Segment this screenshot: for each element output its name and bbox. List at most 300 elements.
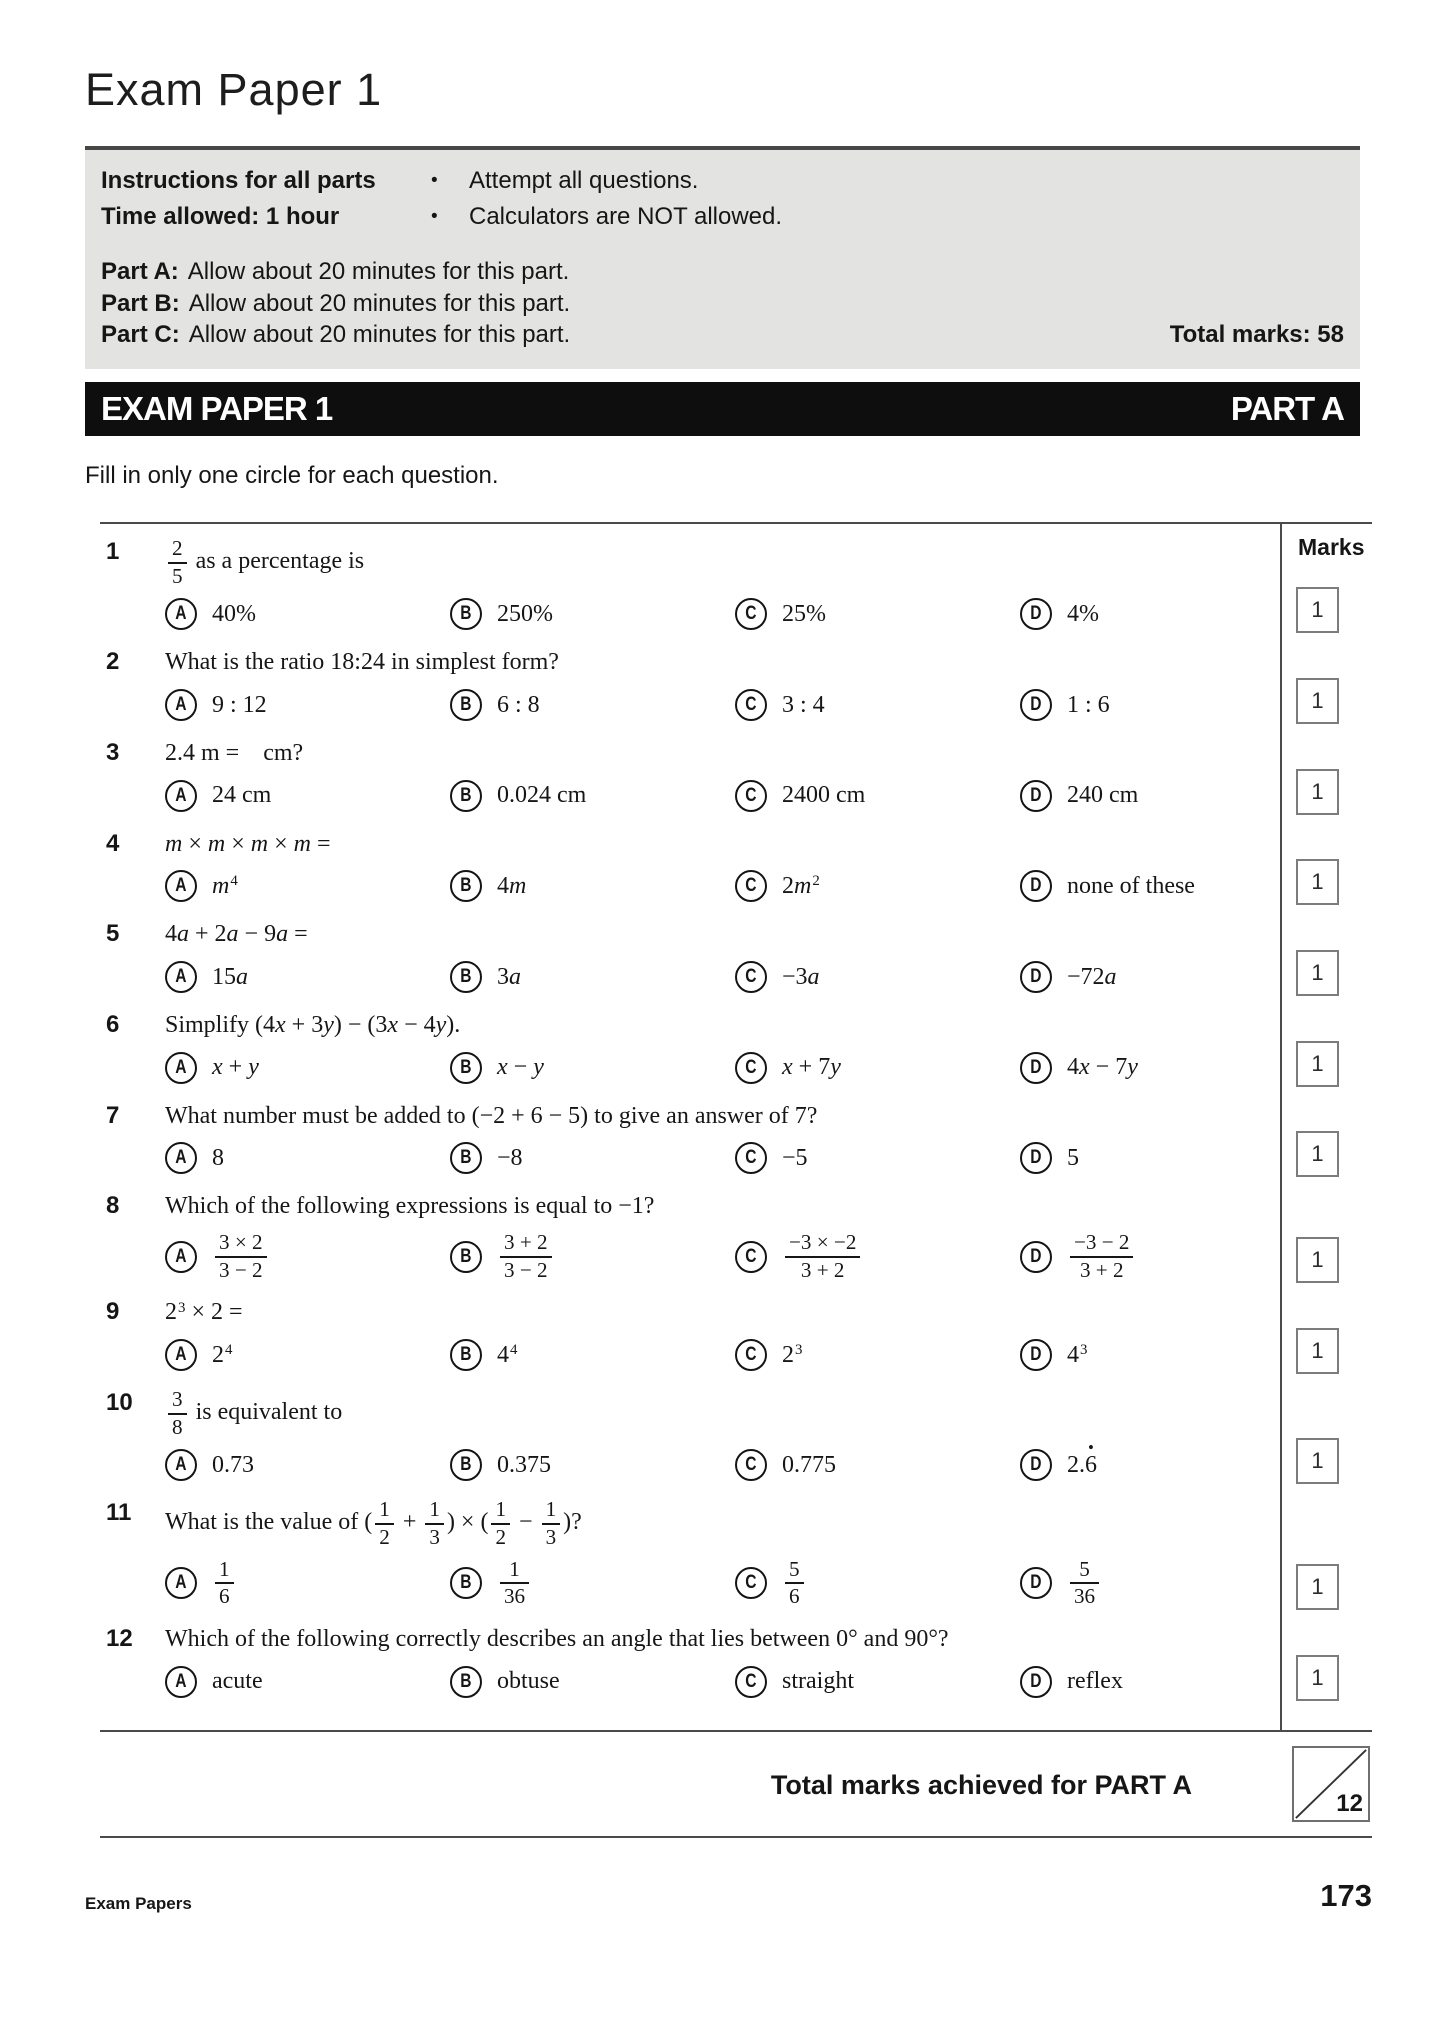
option-circle-B[interactable] <box>450 689 482 721</box>
option-text: 3a <box>497 963 521 990</box>
question-stem: What number must be added to (−2 + 6 − 5) to give an answer of 7? <box>165 1102 818 1129</box>
option-letter: A <box>175 1147 187 1169</box>
question-stem: $\frac{3}{8}$ is equivalent to <box>165 1388 1280 1439</box>
question-options <box>165 1337 1280 1373</box>
option-circle-A[interactable] <box>165 598 197 630</box>
marks-value: 1 <box>1311 1573 1324 1599</box>
marks-value-box <box>1296 1328 1339 1374</box>
option-B <box>450 778 735 814</box>
question-body <box>165 528 1280 638</box>
marks-value: 1 <box>1311 597 1324 623</box>
part-c-label: Part C: <box>101 321 180 349</box>
option-circle-C[interactable] <box>735 1241 767 1273</box>
fraction <box>425 1498 444 1549</box>
option-letter: A <box>175 1454 187 1476</box>
option-circle-A[interactable] <box>165 1339 197 1371</box>
option-letter: C <box>745 1245 757 1267</box>
page-number: 173 <box>1320 1877 1372 1913</box>
fraction-denominator: 3 <box>429 1524 440 1549</box>
fraction-denominator: 8 <box>172 1414 183 1439</box>
option-text: acute <box>212 1668 263 1695</box>
total-marks-row <box>100 1732 1372 1838</box>
option-circle-A[interactable] <box>165 780 197 812</box>
option-text <box>497 1231 555 1282</box>
question-stem: Which of the following correctly describes an angle that lies between 0° and 90°? <box>165 1625 949 1652</box>
question-stem: 4a + 2a − 9a = <box>165 921 308 948</box>
option-D <box>1020 1337 1280 1373</box>
total-marks-label: Total marks achieved for PART A <box>770 1769 1192 1800</box>
option-letter: B <box>460 1147 472 1169</box>
fraction-numerator: 5 <box>1070 1558 1099 1585</box>
time-allowed-label: Time allowed: 1 hour <box>101 203 340 230</box>
option-circle-C[interactable] <box>735 1052 767 1084</box>
option-D <box>1020 1558 1280 1609</box>
option-text <box>1067 1558 1102 1609</box>
fraction-denominator: 2 <box>379 1524 390 1549</box>
fraction-denominator: 5 <box>172 563 183 588</box>
option-B <box>450 1558 735 1609</box>
option-letter: D <box>1030 694 1042 715</box>
option-circle-D[interactable] <box>1020 1142 1052 1174</box>
option-letter: A <box>175 966 187 988</box>
option-B <box>450 868 735 904</box>
question-marks-cell <box>1280 1615 1372 1706</box>
fraction-denominator: 3 + 2 <box>1079 1257 1124 1282</box>
total-marks-available: Total marks: 58 <box>1169 321 1344 349</box>
option-text: −72a <box>1067 963 1117 990</box>
question-marks-cell <box>1280 729 1372 820</box>
fraction-numerator: −3 − 2 <box>1070 1231 1133 1258</box>
option-circle-A[interactable] <box>165 689 197 721</box>
option-letter: D <box>1030 966 1042 988</box>
instruction-bullet-1 <box>431 166 1344 196</box>
option-B <box>450 1231 735 1282</box>
total-marks-value: 12 <box>1336 1789 1363 1817</box>
option-text: 3 : 4 <box>782 691 825 718</box>
option-C <box>735 596 1020 632</box>
option-letter: A <box>175 694 187 715</box>
option-circle-C[interactable] <box>735 780 767 812</box>
footer-section-title: Exam Papers <box>85 1893 192 1913</box>
option-circle-C[interactable] <box>735 961 767 993</box>
option-text: 0.775 <box>782 1451 836 1478</box>
option-text: −5 <box>782 1144 808 1171</box>
question-body <box>165 1001 1280 1092</box>
option-C <box>735 959 1020 995</box>
fraction-denominator: 3 + 2 <box>800 1257 845 1282</box>
fraction-numerator: 1 <box>491 1498 510 1525</box>
question-number: 11 <box>106 1499 132 1527</box>
option-circle-D[interactable] <box>1020 870 1052 902</box>
question-number: 7 <box>106 1101 120 1129</box>
fraction-denominator: 36 <box>504 1584 526 1609</box>
option-A <box>165 1050 450 1086</box>
option-C <box>735 687 1020 723</box>
option-circle-D[interactable] <box>1020 598 1052 630</box>
option-letter: D <box>1030 1670 1042 1692</box>
option-letter: C <box>745 1056 757 1078</box>
option-C <box>735 1140 1020 1176</box>
option-A <box>165 1664 450 1700</box>
question-body <box>165 638 1280 729</box>
option-text: 240 cm <box>1067 782 1139 809</box>
option-text: 9 : 12 <box>212 691 267 718</box>
marks-value: 1 <box>1311 960 1324 986</box>
option-letter: A <box>175 1670 187 1692</box>
option-letter: D <box>1030 1454 1042 1476</box>
fraction-numerator: −3 × −2 <box>785 1231 860 1258</box>
option-text: 2400 cm <box>782 782 866 809</box>
superscript: 3 <box>178 1299 186 1316</box>
instructions-label: Instructions for all parts <box>101 167 376 194</box>
question-body <box>165 729 1280 820</box>
option-C <box>735 1447 1020 1483</box>
option-text: $2^4$ <box>212 1341 233 1368</box>
option-circle-A[interactable] <box>165 961 197 993</box>
option-letter: C <box>745 694 757 715</box>
fraction <box>168 537 187 588</box>
marks-value-box <box>1296 1041 1339 1087</box>
option-A <box>165 1140 450 1176</box>
option-circle-B[interactable] <box>450 961 482 993</box>
option-D <box>1020 1140 1280 1176</box>
part-a-line <box>101 256 1344 288</box>
fraction-numerator: 1 <box>375 1498 394 1525</box>
option-text: 0.73 <box>212 1451 254 1478</box>
question-stem: What is the ratio 18:24 in simplest form? <box>165 649 559 676</box>
option-C <box>735 1558 1020 1609</box>
question-marks-cell <box>1280 910 1372 1001</box>
option-letter: B <box>460 1344 472 1366</box>
fraction-numerator: 3 × 2 <box>215 1231 267 1258</box>
option-text: obtuse <box>497 1668 560 1695</box>
question-row-3 <box>100 729 1372 820</box>
fraction-numerator: 2 <box>168 537 187 564</box>
option-letter: A <box>175 784 187 806</box>
option-letter: C <box>745 1454 757 1476</box>
instructions-box <box>85 146 1360 369</box>
question-options <box>165 1447 1280 1483</box>
bullet-text: Calculators are NOT allowed. <box>469 203 783 230</box>
option-letter: A <box>175 1572 187 1594</box>
question-options <box>165 1558 1280 1609</box>
option-letter: D <box>1030 1572 1042 1594</box>
option-circle-C[interactable] <box>735 1142 767 1174</box>
option-text: $m^4$ <box>212 872 238 899</box>
option-circle-B[interactable] <box>450 1052 482 1084</box>
option-D <box>1020 959 1280 995</box>
option-A <box>165 1558 450 1609</box>
marks-value: 1 <box>1311 1664 1324 1690</box>
question-body <box>165 1489 1280 1615</box>
marks-value-box <box>1296 950 1339 996</box>
marks-header: Marks <box>1298 534 1365 561</box>
option-text: $2^3$ <box>782 1341 803 1368</box>
fill-in-instruction: Fill in only one circle for each question. <box>85 462 499 490</box>
question-row-5 <box>100 910 1372 1001</box>
question-body <box>165 1092 1280 1183</box>
option-B <box>450 596 735 632</box>
option-text <box>1067 1231 1136 1282</box>
option-circle-A[interactable] <box>165 1666 197 1698</box>
question-options <box>165 959 1280 995</box>
option-A <box>165 687 450 723</box>
option-circle-D[interactable] <box>1020 1339 1052 1371</box>
marks-value: 1 <box>1311 1448 1324 1474</box>
bullet-icon: • <box>431 170 438 191</box>
part-a-text: Allow about 20 minutes for this part. <box>187 258 570 285</box>
marks-value: 1 <box>1311 869 1324 895</box>
question-options <box>165 868 1280 904</box>
fraction-numerator: 3 <box>168 1388 187 1415</box>
page-title: Exam Paper 1 <box>85 64 383 115</box>
option-circle-D[interactable] <box>1020 961 1052 993</box>
recurring-digit: 6 • <box>1085 1452 1097 1479</box>
option-text: 4% <box>1067 600 1099 627</box>
option-letter: D <box>1030 1147 1042 1169</box>
part-b-line <box>101 288 1344 320</box>
question-marks-cell <box>1280 1182 1372 1288</box>
option-circle-B[interactable] <box>450 598 482 630</box>
option-letter: A <box>175 875 187 897</box>
option-circle-D[interactable] <box>1020 1567 1052 1599</box>
option-circle-B[interactable] <box>450 1567 482 1599</box>
option-D <box>1020 596 1280 632</box>
question-marks-cell <box>1280 1001 1372 1092</box>
option-text: $2m^2$ <box>782 872 820 899</box>
option-letter: D <box>1030 1056 1042 1078</box>
option-letter: D <box>1030 1245 1042 1267</box>
question-options <box>165 1231 1280 1282</box>
fraction-numerator: 5 <box>785 1558 804 1585</box>
part-c-text: Allow about 20 minutes for this part. <box>188 321 571 349</box>
question-row-4 <box>100 820 1372 911</box>
question-options <box>165 778 1280 814</box>
question-stem: $\frac{2}{5}$ as a percentage is <box>165 537 1280 588</box>
option-text: 0.375 <box>497 1451 551 1478</box>
option-letter: A <box>175 1056 187 1078</box>
option-circle-B[interactable] <box>450 1449 482 1481</box>
option-circle-D[interactable] <box>1020 1241 1052 1273</box>
option-C <box>735 1050 1020 1086</box>
option-text: 4m <box>497 872 527 899</box>
question-number: 5 <box>106 920 120 948</box>
superscript: 4 <box>230 873 238 890</box>
option-circle-B[interactable] <box>450 780 482 812</box>
banner-part-label: PART A <box>1230 390 1344 428</box>
option-D <box>1020 1447 1280 1483</box>
option-A <box>165 959 450 995</box>
marks-value: 1 <box>1311 1050 1324 1076</box>
question-options <box>165 687 1280 723</box>
option-text: x + 7y <box>782 1054 841 1081</box>
option-circle-B[interactable] <box>450 1241 482 1273</box>
option-text <box>212 1558 237 1609</box>
marks-value-box <box>1296 1131 1339 1177</box>
option-C <box>735 1664 1020 1700</box>
question-row-1 <box>100 528 1372 638</box>
question-number: 12 <box>106 1624 133 1652</box>
option-circle-A[interactable] <box>165 870 197 902</box>
question-marks-cell <box>1280 638 1372 729</box>
question-marks-cell <box>1280 820 1372 911</box>
option-D <box>1020 1050 1280 1086</box>
option-letter: C <box>745 966 757 988</box>
option-circle-B[interactable] <box>450 870 482 902</box>
option-circle-B[interactable] <box>450 1339 482 1371</box>
option-text: straight <box>782 1668 854 1695</box>
option-circle-B[interactable] <box>450 1666 482 1698</box>
option-D <box>1020 687 1280 723</box>
option-letter: A <box>175 1344 187 1366</box>
option-circle-A[interactable] <box>165 1241 197 1273</box>
option-letter: D <box>1030 1344 1042 1366</box>
fraction-denominator: 36 <box>1074 1584 1096 1609</box>
question-number: 4 <box>106 829 120 857</box>
option-circle-C[interactable] <box>735 1339 767 1371</box>
option-letter: B <box>460 966 472 988</box>
section-banner <box>85 382 1360 436</box>
option-circle-D[interactable] <box>1020 689 1052 721</box>
fraction <box>500 1558 529 1609</box>
bullet-icon: • <box>431 206 438 227</box>
option-letter: C <box>745 875 757 897</box>
question-number: 1 <box>106 538 120 566</box>
superscript: 2 <box>812 873 820 890</box>
option-circle-A[interactable] <box>165 1142 197 1174</box>
part-b-text: Allow about 20 minutes for this part. <box>188 289 571 317</box>
option-text: −8 <box>497 1144 523 1171</box>
option-text: 1 : 6 <box>1067 691 1110 718</box>
question-number: 6 <box>106 1011 120 1039</box>
question-number: 9 <box>106 1298 120 1326</box>
option-letter: B <box>460 603 472 625</box>
fraction-numerator: 1 <box>215 1558 234 1585</box>
option-text <box>212 1231 270 1282</box>
option-circle-C[interactable] <box>735 598 767 630</box>
marks-value: 1 <box>1311 778 1324 804</box>
option-circle-A[interactable] <box>165 1567 197 1599</box>
option-letter: B <box>460 1454 472 1476</box>
option-circle-A[interactable] <box>165 1449 197 1481</box>
option-text: 6 : 8 <box>497 691 540 718</box>
option-C <box>735 1337 1020 1373</box>
option-D <box>1020 868 1280 904</box>
option-letter: B <box>460 1670 472 1692</box>
option-circle-D[interactable] <box>1020 780 1052 812</box>
option-letter: C <box>745 1147 757 1169</box>
superscript: 3 <box>795 1341 803 1358</box>
option-circle-C[interactable] <box>735 1449 767 1481</box>
option-circle-C[interactable] <box>735 689 767 721</box>
option-D <box>1020 1664 1280 1700</box>
option-letter: C <box>745 1344 757 1366</box>
fraction <box>215 1231 267 1282</box>
fraction <box>542 1498 561 1549</box>
option-circle-D[interactable] <box>1020 1052 1052 1084</box>
fraction-denominator: 3 − 2 <box>219 1257 263 1282</box>
question-row-6 <box>100 1001 1372 1092</box>
option-text <box>497 1558 532 1609</box>
total-marks-box[interactable] <box>1292 1746 1370 1822</box>
question-marks-cell <box>1280 1092 1372 1183</box>
fraction <box>1070 1558 1099 1609</box>
option-letter: D <box>1030 784 1042 806</box>
marks-value-box <box>1296 769 1339 815</box>
option-circle-D[interactable] <box>1020 1666 1052 1698</box>
option-B <box>450 1140 735 1176</box>
fraction <box>785 1558 804 1609</box>
fraction-denominator: 3 − 2 <box>504 1257 548 1282</box>
page-footer <box>85 1878 1372 1914</box>
option-letter: A <box>175 603 187 625</box>
option-letter: B <box>460 784 472 806</box>
question-row-8 <box>100 1182 1372 1288</box>
option-circle-C[interactable] <box>735 1666 767 1698</box>
marks-value: 1 <box>1311 1247 1324 1273</box>
fraction <box>375 1498 394 1549</box>
superscript: 4 <box>225 1341 233 1358</box>
option-circle-B[interactable] <box>450 1142 482 1174</box>
marks-value-box <box>1296 1237 1339 1283</box>
question-row-2 <box>100 638 1372 729</box>
part-a-label: Part A: <box>101 258 179 285</box>
questions-table <box>100 522 1372 1732</box>
option-C <box>735 868 1020 904</box>
option-circle-D[interactable] <box>1020 1449 1052 1481</box>
fraction <box>1070 1231 1133 1282</box>
marks-value-box <box>1296 1438 1339 1484</box>
question-row-10 <box>100 1379 1372 1489</box>
option-text: $4^4$ <box>497 1341 518 1368</box>
fraction-numerator: 3 + 2 <box>500 1231 552 1258</box>
question-marks-cell <box>1280 1379 1372 1489</box>
option-letter: B <box>460 694 472 715</box>
option-circle-A[interactable] <box>165 1052 197 1084</box>
parts-list <box>101 256 1344 351</box>
option-circle-C[interactable] <box>735 870 767 902</box>
option-letter: A <box>175 1245 187 1267</box>
option-B <box>450 687 735 723</box>
marks-value-box <box>1296 1655 1339 1701</box>
marks-value: 1 <box>1311 688 1324 713</box>
option-letter: B <box>460 1245 472 1267</box>
instruction-bullet-2 <box>431 202 1344 232</box>
option-B <box>450 1447 735 1483</box>
option-A <box>165 1231 450 1282</box>
option-B <box>450 1337 735 1373</box>
question-options <box>165 1140 1280 1176</box>
question-stem: $2^3 \times 2$ = <box>165 1299 243 1326</box>
fraction-numerator: 1 <box>425 1498 444 1525</box>
question-options <box>165 596 1280 632</box>
part-c-line <box>101 319 1344 351</box>
option-circle-C[interactable] <box>735 1567 767 1599</box>
option-letter: C <box>745 784 757 806</box>
option-D <box>1020 1231 1280 1282</box>
question-options <box>165 1050 1280 1086</box>
fraction-denominator: 2 <box>495 1524 507 1549</box>
option-text: 0.024 cm <box>497 782 587 809</box>
question-stem: What is the value of ( $\frac{1}{2}$ + $\frac{1}{3}$ ) × ( $\frac{1}{2}$ − $\frac{1}{3}$ )? <box>165 1497 582 1549</box>
option-D <box>1020 778 1280 814</box>
question-row-11 <box>100 1489 1372 1615</box>
exam-page <box>0 64 1445 1914</box>
fraction <box>491 1498 510 1549</box>
option-text <box>782 1558 807 1609</box>
superscript: 4 <box>510 1341 518 1358</box>
option-text: 25% <box>782 600 826 627</box>
